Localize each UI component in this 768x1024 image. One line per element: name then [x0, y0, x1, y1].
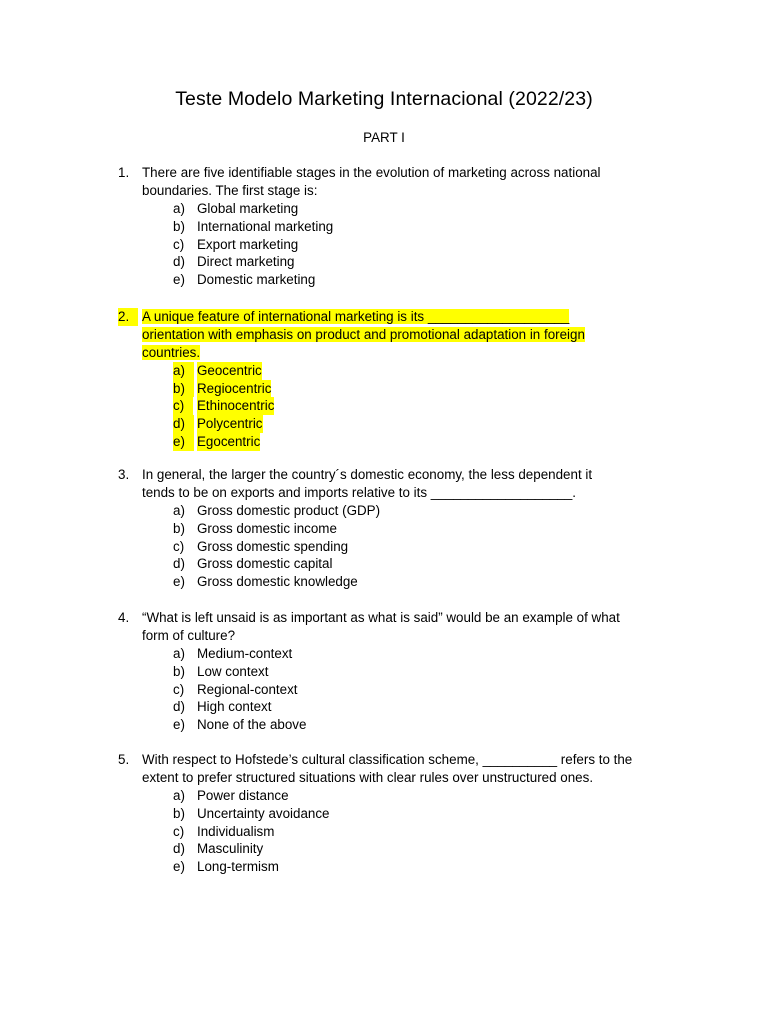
- option-letter: e): [173, 574, 185, 590]
- option-text: Power distance: [197, 787, 289, 803]
- answer-option: [0, 218, 768, 236]
- option-text: Uncertainty avoidance: [197, 805, 330, 821]
- option-text: Low context: [197, 663, 269, 679]
- option-letter: e): [173, 272, 185, 288]
- option-letter: e): [173, 717, 185, 733]
- option-letter: a): [173, 362, 194, 380]
- option-letter: e): [173, 859, 185, 875]
- answer-option: [0, 823, 768, 841]
- option-letter: d): [173, 699, 185, 715]
- option-letter: d): [173, 841, 185, 857]
- answer-option: [0, 840, 768, 858]
- answer-option: [0, 415, 768, 433]
- question-number: 3.: [118, 467, 130, 482]
- option-text: International marketing: [197, 218, 334, 234]
- question-text-line: A unique feature of international marketing is its ___________________: [142, 309, 570, 324]
- question-number: 5.: [118, 752, 130, 767]
- option-letter: c): [173, 681, 185, 697]
- question-stem: [0, 609, 768, 645]
- answer-option: [0, 362, 768, 380]
- option-letter: c): [173, 397, 193, 415]
- answer-option: [0, 380, 768, 398]
- option-letter: d): [173, 556, 185, 572]
- option-text: Domestic marketing: [197, 272, 316, 288]
- option-text: Long-termism: [197, 859, 279, 875]
- answer-options: [0, 502, 768, 591]
- answer-option: [0, 663, 768, 681]
- option-text: Individualism: [197, 823, 275, 839]
- option-text: Polycentric: [197, 416, 263, 432]
- answer-option: [0, 555, 768, 573]
- answer-option: [0, 858, 768, 876]
- answer-option: [0, 236, 768, 254]
- option-letter: c): [173, 538, 185, 554]
- option-letter: e): [173, 433, 194, 451]
- option-text: High context: [197, 699, 272, 715]
- answer-option: [0, 502, 768, 520]
- option-text: Global marketing: [197, 200, 299, 216]
- part-heading: PART I: [363, 130, 405, 145]
- question-5: [0, 751, 768, 876]
- answer-option: [0, 698, 768, 716]
- option-text: None of the above: [197, 717, 307, 733]
- answer-option: [0, 716, 768, 734]
- option-text: Export marketing: [197, 236, 299, 252]
- question-text-line: “What is left unsaid is as important as what is said” would be an example of what: [142, 610, 620, 625]
- answer-options: [0, 787, 768, 876]
- answer-options: [0, 200, 768, 289]
- answer-option: [0, 538, 768, 556]
- question-number: 1.: [118, 165, 130, 180]
- option-letter: b): [173, 380, 194, 398]
- option-text: Egocentric: [197, 434, 261, 450]
- option-text: Gross domestic capital: [197, 556, 333, 572]
- option-letter: c): [173, 823, 185, 839]
- option-letter: d): [173, 254, 185, 270]
- question-text-line: orientation with emphasis on product and promotional adaptation in foreign: [142, 326, 585, 342]
- question-text-line: countries.: [142, 344, 201, 360]
- question-text: [142, 609, 662, 645]
- question-text: [142, 751, 662, 787]
- answer-option: [0, 805, 768, 823]
- answer-option: [0, 200, 768, 218]
- option-text: Gross domestic income: [197, 520, 337, 536]
- option-letter: b): [173, 218, 185, 234]
- option-text: Regiocentric: [197, 380, 272, 396]
- option-text: Direct marketing: [197, 254, 295, 270]
- option-letter: b): [173, 663, 185, 679]
- answer-option: [0, 645, 768, 663]
- option-text: Regional-context: [197, 681, 298, 697]
- answer-option: [0, 520, 768, 538]
- answer-options: [0, 645, 768, 734]
- option-text: Gross domestic product (GDP): [197, 502, 381, 518]
- option-text: Geocentric: [197, 362, 262, 378]
- document-title: Teste Modelo Marketing Internacional (2022/23): [175, 88, 593, 110]
- option-text: Masculinity: [197, 841, 264, 857]
- answer-option: [0, 787, 768, 805]
- question-text-line: In general, the larger the country´s domestic economy, the less dependent it: [142, 467, 593, 482]
- answer-option: [0, 397, 768, 415]
- question-stem: [0, 466, 768, 502]
- question-stem: [0, 164, 768, 200]
- answer-options: [0, 362, 768, 451]
- option-letter: c): [173, 236, 185, 252]
- question-text: [142, 164, 662, 200]
- option-text: Gross domestic spending: [197, 538, 349, 554]
- option-letter: a): [173, 200, 185, 216]
- option-letter: b): [173, 805, 185, 821]
- option-text: Gross domestic knowledge: [197, 574, 358, 590]
- question-1: [0, 164, 768, 289]
- question-stem: [0, 751, 768, 787]
- option-letter: a): [173, 502, 185, 518]
- question-text-line: extent to prefer structured situations with clear rules over unstructured ones.: [142, 769, 594, 785]
- answer-option: [0, 433, 768, 451]
- question-text-line: boundaries. The first stage is:: [142, 182, 318, 198]
- option-letter: b): [173, 520, 185, 536]
- question-2: [0, 308, 768, 451]
- question-number: 4.: [118, 610, 130, 625]
- question-text-line: tends to be on exports and imports relative to its ___________________.: [142, 484, 577, 500]
- question-4: [0, 609, 768, 734]
- answer-option: [0, 271, 768, 289]
- answer-option: [0, 681, 768, 699]
- answer-option: [0, 573, 768, 591]
- question-text-line: There are five identifiable stages in the evolution of marketing across national: [142, 165, 601, 180]
- option-letter: a): [173, 645, 185, 661]
- answer-option: [0, 253, 768, 271]
- question-text: [142, 466, 662, 502]
- question-stem: [0, 308, 768, 362]
- question-text-line: With respect to Hofstede’s cultural classification scheme, __________ refers to the: [142, 752, 633, 767]
- option-letter: a): [173, 787, 185, 803]
- question-text-line: form of culture?: [142, 627, 236, 643]
- question-text: [142, 308, 662, 362]
- option-text: Ethinocentric: [197, 398, 275, 414]
- option-text: Medium-context: [197, 645, 293, 661]
- question-3: [0, 466, 768, 591]
- option-letter: d): [173, 415, 194, 433]
- question-number: 2.: [118, 308, 138, 326]
